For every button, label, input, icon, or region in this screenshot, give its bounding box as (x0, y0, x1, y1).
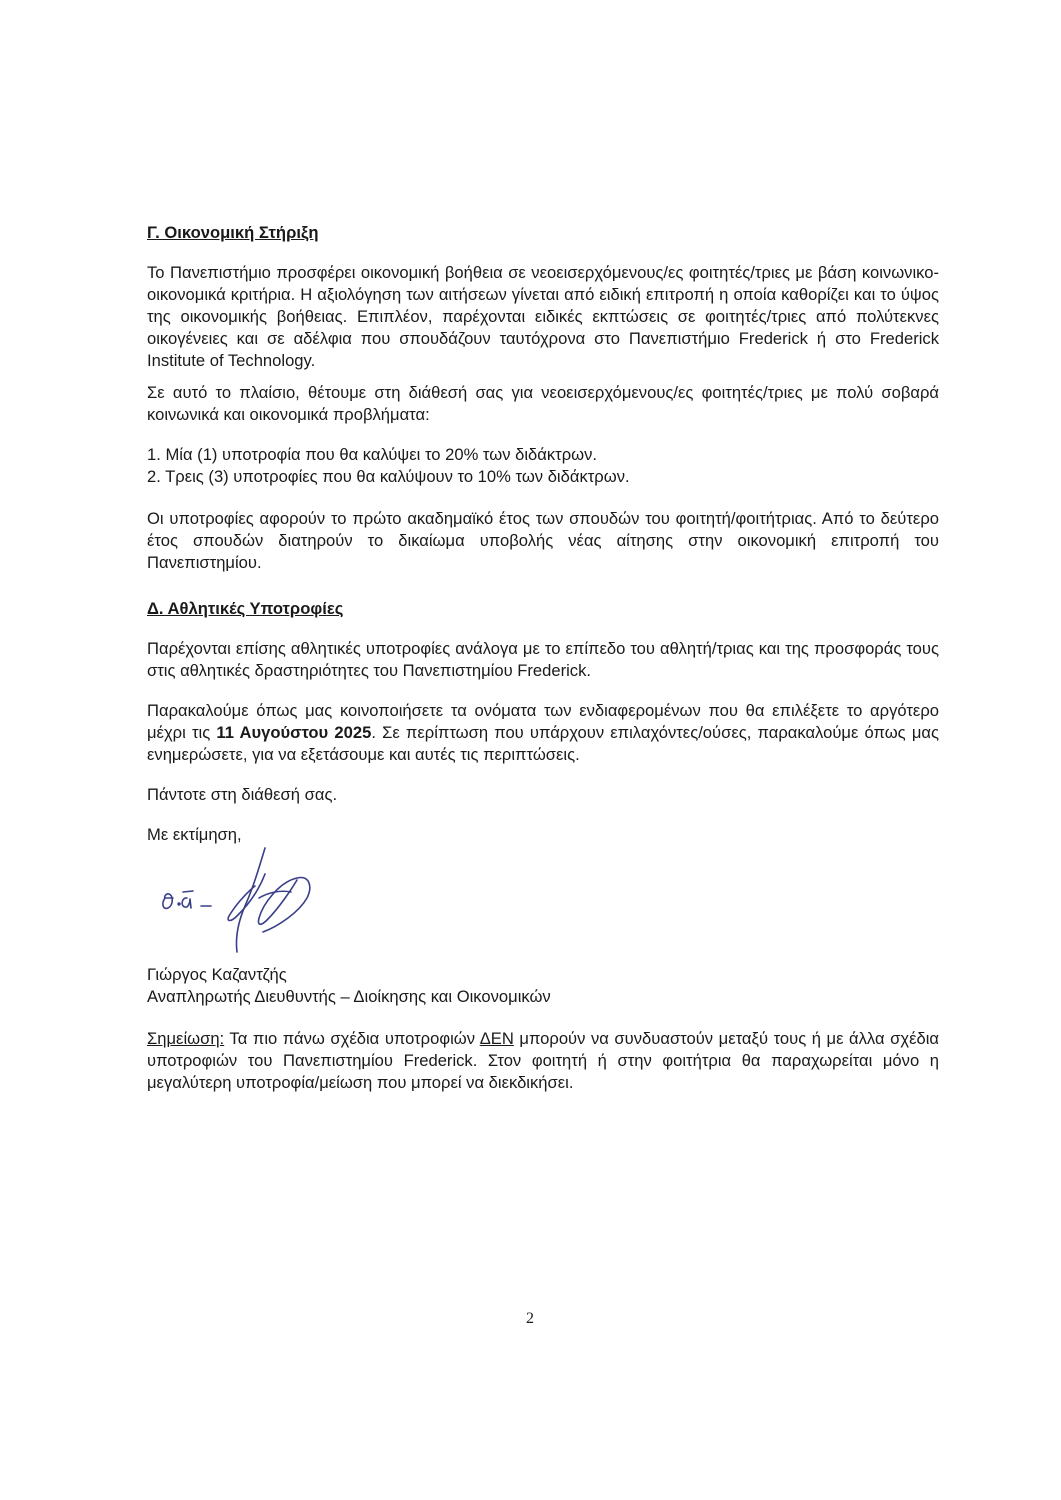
section-c-paragraph-1: Το Πανεπιστήμιο προσφέρει οικονομική βοήθεια σε νεοεισερχόμενους/ες φοιτητές/τριες με βάση κοινωνικο-οικονομικά κριτήρια. Η αξιολόγηση των αιτήσεων γίνεται από ειδική επιτροπή η οποία καθορίζει και το ύψος της οικονομικής βοήθειας. Επιπλέον, παρέχονται ειδικές εκπτώσεις σε φοιτητές/τριες από πολύτεκνες οικογένειες και σε αδέλφια που σπουδάζουν ταυτόχρονα στο Πανεπιστήμιο Frederick ή στο Frederick Institute of Technology. (147, 263, 939, 370)
deadline-text-after: . Σε περίπτωση που υπάρχουν επιλαχόντες/ούσες, παρακαλούμε όπως μας ενημερώσετε, για να εξετάσουμε και αυτές τις περιπτώσεις. (147, 723, 939, 764)
scholarship-list (147, 444, 939, 488)
salutation: Με εκτίμηση, (147, 825, 242, 844)
note-label: Σημείωση: (147, 1029, 225, 1048)
list-item: 1. Μία (1) υποτροφία που θα καλύψει το 20% των διδάκτρων. (147, 445, 598, 464)
section-d-paragraph-1: Παρέχονται επίσης αθλητικές υποτροφίες ανάλογα με το επίπεδο του αθλητή/τριας και της προσφοράς τους στις αθλητικές δραστηριότητες του Πανεπιστημίου Frederick. (147, 639, 939, 680)
section-c-paragraph-2: Σε αυτό το πλαίσιο, θέτουμε στη διάθεσή σας για νεοεισερχόμενους/ες φοιτητές/τριες με πολύ σοβαρά κοινωνικά και οικονομικά προβλήματα: (147, 383, 939, 424)
list-item: 2. Τρεις (3) υποτροφίες που θα καλύψουν το 10% των διδάκτρων. (147, 467, 630, 486)
section-c-paragraph-3: Οι υποτροφίες αφορούν το πρώτο ακαδημαϊκό έτος των σπουδών του φοιτητή/φοιτήτριας. Από το δεύτερο έτος σπουδών διατηρούν το δικαίωμα υποβολής νέας αίτησης στην οικονομική επιτροπή του Πανεπιστημίου. (147, 509, 939, 572)
note-paragraph (147, 1028, 939, 1094)
deadline-text-before: Παρακαλούμε όπως μας κοινοποιήσετε τα ονόματα των ενδιαφερομένων που θα επιλέξετε το αργότερο μέχρι τις (147, 701, 939, 742)
handwritten-signature (147, 846, 447, 964)
page-number: 2 (526, 1310, 534, 1327)
signature-icon (147, 846, 447, 964)
signatory-title: Αναπληρωτής Διευθυντής – Διοίκησης και Οικονομικών (147, 987, 551, 1006)
document-body (147, 222, 939, 1104)
section-d-paragraph-2 (147, 700, 939, 766)
note-text-after: μπορούν να συνδυαστούν μεταξύ τους ή με άλλα σχέδια υποτροφιών του Πανεπιστημίου Frederick. Στον φοιτητή ή στην φοιτήτρια θα παραχωρείται μόνο η μεγαλύτερη υποτροφία/μείωση που μπορεί να διεκδικήσει. (147, 1029, 939, 1092)
section-c-heading: Γ. Οικονομική Στήριξη (147, 223, 319, 242)
closing-line: Πάντοτε στη διάθεσή σας. (147, 785, 338, 804)
note-text-before: Τα πιο πάνω σχέδια υποτροφιών (224, 1029, 480, 1048)
section-d-heading: Δ. Αθλητικές Υποτροφίες (147, 599, 344, 618)
signatory-name: Γιώργος Καζαντζής (147, 965, 287, 984)
deadline-date: 11 Αυγούστου 2025 (216, 723, 372, 742)
note-emphasis: ΔΕΝ (479, 1029, 514, 1048)
